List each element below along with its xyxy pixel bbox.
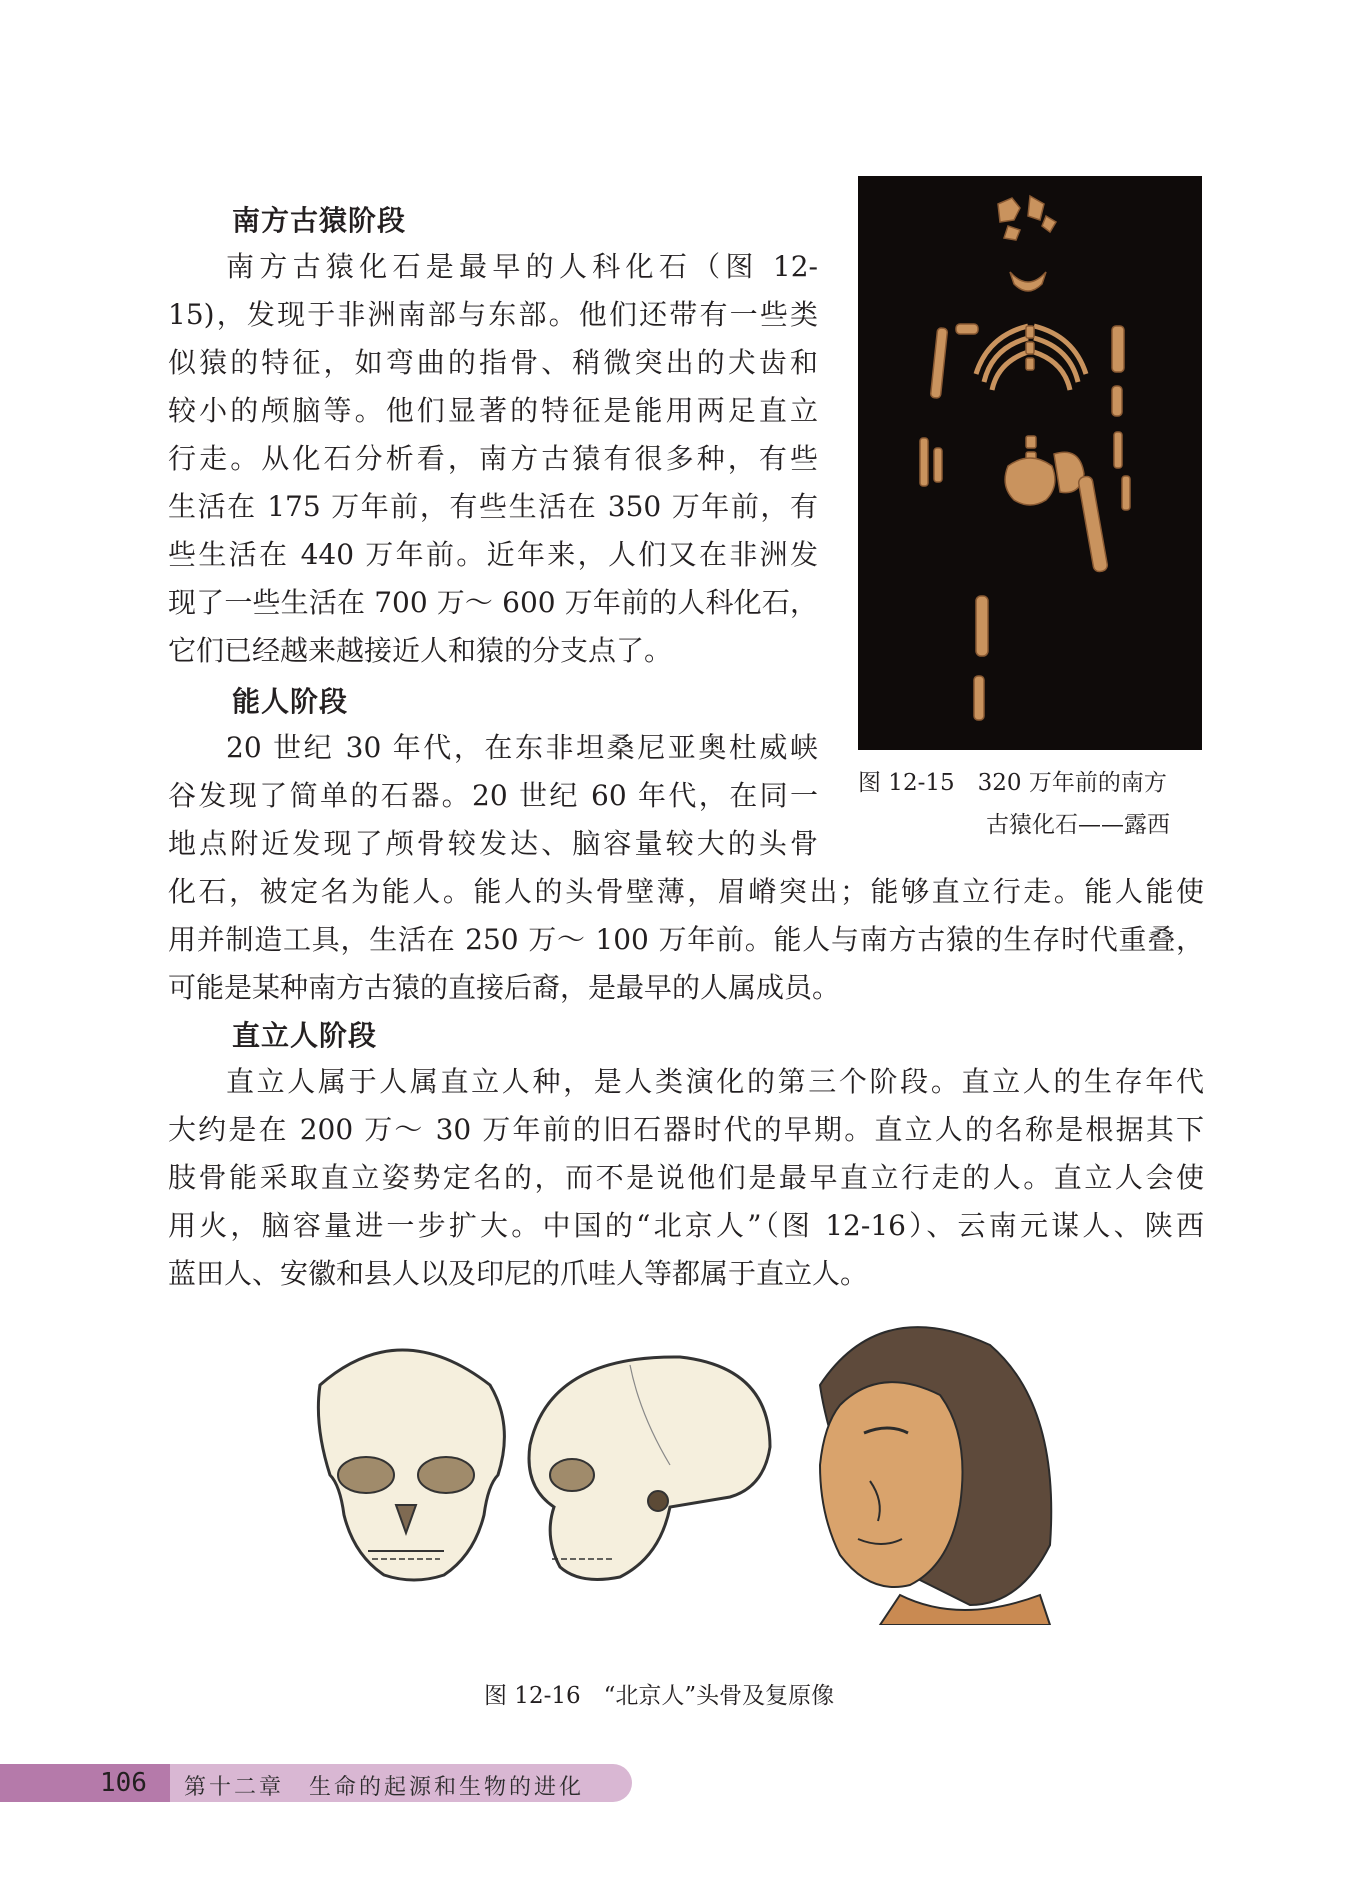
figure-12-15-caption-line2: 古猿化石——露西 [986, 812, 1170, 838]
paragraph-homo-habilis-narrow [168, 724, 818, 868]
text-line: 肢骨能采取直立姿势定名的，而不是说他们是最早直立行走的人。直立人会使 [168, 1161, 1204, 1194]
text-line: 15)，发现于非洲南部与东部。他们还带有一些类 [168, 298, 818, 331]
heading-australopithecus: 南方古猿阶段 [232, 204, 407, 237]
chapter-title: 第十二章 生命的起源和生物的进化 [184, 1775, 585, 1800]
paragraph-australopithecus [168, 243, 818, 675]
skull-side-view [529, 1357, 770, 1580]
text-line: 行走。从化石分析看，南方古猿有很多种，有些 [168, 442, 818, 475]
text-line: 20 世纪 30 年代，在东非坦桑尼亚奥杜威峡 [226, 731, 818, 764]
text-line: 直立人属于人属直立人种，是人类演化的第三个阶段。直立人的生存年代 [226, 1065, 1204, 1098]
peking-man-illustration [280, 1325, 1110, 1625]
text-line: 用火，脑容量进一步扩大。中国的“北京人”（图 12-16）、云南元谋人、陕西 [168, 1209, 1204, 1242]
figure-12-16-caption: 图 12-16 “北京人”头骨及复原像 [484, 1683, 835, 1709]
skeleton-illustration [858, 176, 1202, 750]
text-line: 似猿的特征，如弯曲的指骨、稍微突出的犬齿和 [168, 346, 818, 379]
heading-homo-erectus: 直立人阶段 [232, 1019, 378, 1052]
text-line: 大约是在 200 万～ 30 万年前的旧石器时代的早期。直立人的名称是根据其下 [168, 1113, 1204, 1146]
heading-homo-habilis: 能人阶段 [232, 685, 349, 718]
paragraph-homo-erectus [168, 1058, 1204, 1298]
text-line: 它们已经越来越接近人和猿的分支点了。 [168, 634, 673, 667]
text-line: 些生活在 440 万年前。近年来，人们又在非洲发 [168, 538, 818, 571]
lucy-fossil-photo [858, 176, 1202, 750]
text-line: 谷发现了简单的石器。20 世纪 60 年代，在同一 [168, 779, 818, 812]
text-line: 化石，被定名为能人。能人的头骨壁薄，眉嵴突出；能够直立行走。能人能使 [168, 875, 1204, 908]
text-line: 用并制造工具，生活在 250 万～ 100 万年前。能人与南方古猿的生存时代重叠， [168, 923, 1204, 956]
text-line: 可能是某种南方古猿的直接后裔，是最早的人属成员。 [168, 971, 841, 1004]
text-line: 蓝田人、安徽和县人以及印尼的爪哇人等都属于直立人。 [168, 1257, 869, 1290]
text-line: 地点附近发现了颅骨较发达、脑容量较大的头骨 [168, 827, 818, 860]
text-line: 南方古猿化石是最早的人科化石（图 12- [226, 250, 818, 283]
paragraph-homo-habilis-wide [168, 868, 1204, 1012]
text-line: 现了一些生活在 700 万～ 600 万年前的人科化石， [168, 586, 818, 619]
text-line: 较小的颅脑等。他们显著的特征是能用两足直立 [168, 394, 818, 427]
page-number: 106 [100, 1768, 147, 1798]
skull-front-view [318, 1350, 504, 1580]
peking-man-reconstruction [820, 1327, 1051, 1625]
figure-12-15-caption-line1: 图 12-15 320 万年前的南方 [858, 770, 1167, 796]
text-line: 生活在 175 万年前，有些生活在 350 万年前，有 [168, 490, 818, 523]
